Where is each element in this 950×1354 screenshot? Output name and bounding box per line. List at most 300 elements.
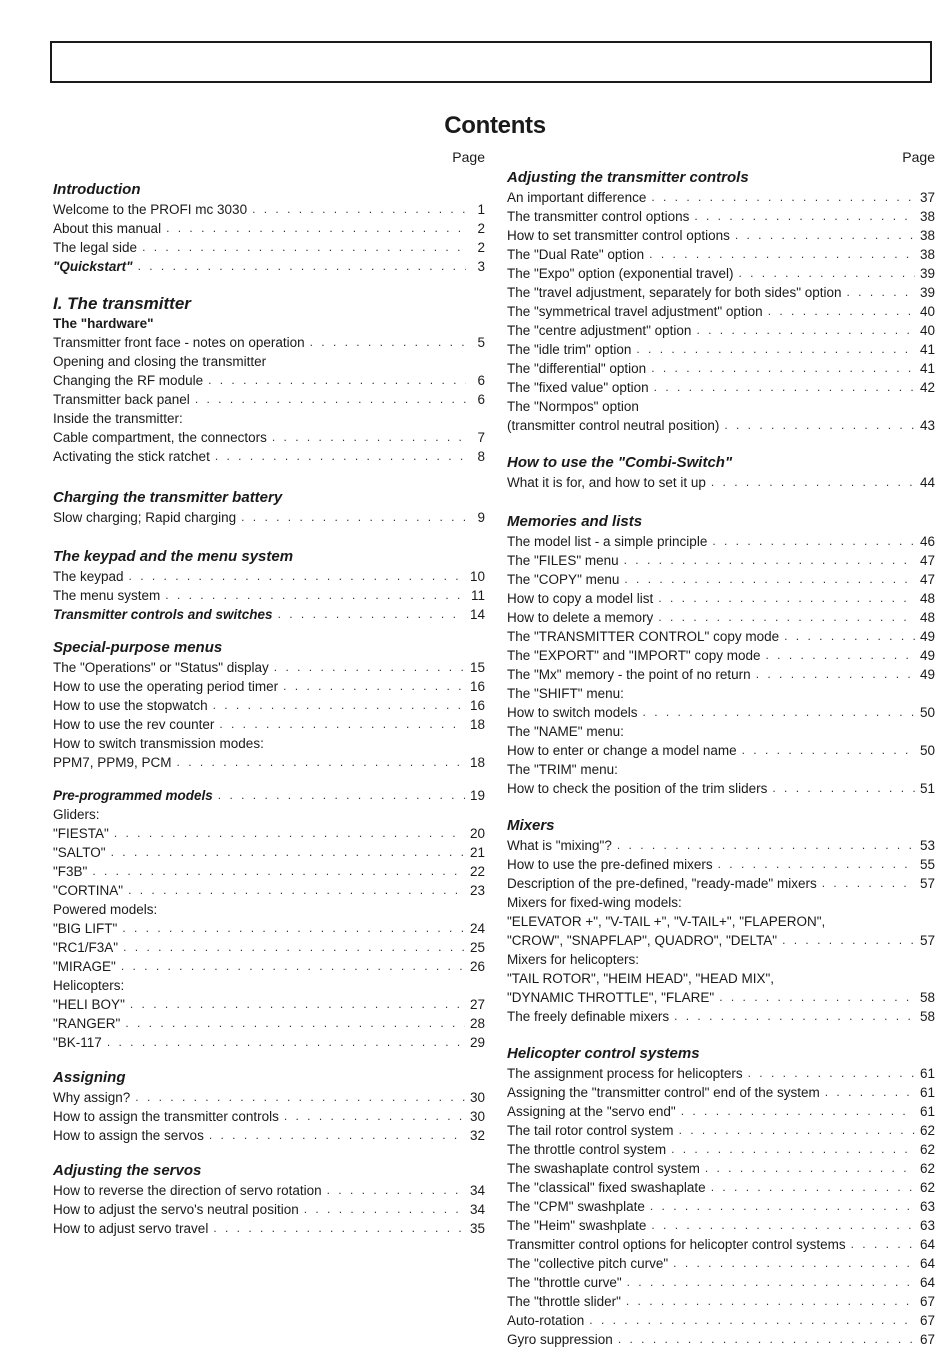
toc-page-number: 49 (919, 629, 935, 644)
right-column (507, 146, 935, 1349)
section-title: Assigning (53, 1069, 126, 1086)
toc-entry (507, 1311, 935, 1330)
toc-entry-title: The legal side (53, 240, 138, 255)
toc-entry-title: Inside the transmitter: (53, 411, 183, 426)
toc-entry-title: Mixers for fixed-wing models: (507, 895, 682, 910)
toc-entry (53, 508, 485, 527)
toc-entry (507, 1102, 935, 1121)
toc-entry (53, 1107, 485, 1126)
dot-leader (241, 508, 466, 527)
toc-entry (507, 378, 935, 397)
toc-entry (507, 570, 935, 589)
toc-page-number: 47 (919, 572, 935, 587)
toc-entry (53, 1181, 485, 1200)
dot-leader (624, 570, 915, 589)
toc-entry (53, 1088, 485, 1107)
toc-page-number: 18 (469, 717, 485, 732)
toc-entry-title: "CROW", "SNAPFLAP", QUADRO", "DELTA" (507, 933, 778, 948)
toc-entry (507, 532, 935, 551)
toc-entry-title: The "classical" fixed swashaplate (507, 1180, 706, 1195)
toc-entry-title: The freely definable mixers (507, 1009, 670, 1024)
toc-entry (53, 938, 485, 957)
toc-page-number: 62 (919, 1142, 935, 1157)
toc-page-number: 62 (919, 1123, 935, 1138)
dot-leader (748, 1064, 915, 1083)
toc-entry-title: "TAIL ROTOR", "HEIM HEAD", "HEAD MIX", (507, 971, 775, 986)
toc-entry (53, 919, 485, 938)
toc-page-number: 21 (469, 845, 485, 860)
toc-entry (507, 779, 935, 798)
toc-entry (53, 1033, 485, 1052)
toc-entry-title: The "collective pitch curve" (507, 1256, 669, 1271)
toc-page-number: 27 (469, 997, 485, 1012)
toc-page-number: 64 (919, 1275, 935, 1290)
toc-entry-title: How to enter or change a model name (507, 743, 737, 758)
toc-entry-title: How to use the stopwatch (53, 698, 208, 713)
toc-page-number: 55 (919, 857, 935, 872)
toc-entry (507, 589, 935, 608)
toc-entry (53, 605, 485, 624)
toc-page-number: 9 (477, 510, 485, 525)
section-title: Introduction (53, 181, 141, 198)
toc-page-number: 57 (919, 876, 935, 891)
toc-entry (507, 836, 935, 855)
dot-leader (847, 283, 915, 302)
toc-entry-title: Opening and closing the transmitter (53, 354, 267, 369)
toc-page-number: 18 (469, 755, 485, 770)
toc-entry (507, 1064, 935, 1083)
toc-entry (507, 1254, 935, 1273)
toc-entry-title: Why assign? (53, 1090, 131, 1105)
dot-leader (213, 696, 465, 715)
left-column (53, 146, 485, 1238)
toc-entry (507, 1273, 935, 1292)
toc-page-number: 8 (477, 449, 485, 464)
toc-entry (507, 931, 935, 950)
toc-page-number: 24 (469, 921, 485, 936)
toc-entry-title: The "idle trim" option (507, 342, 632, 357)
toc-entry-title: How to assign the transmitter controls (53, 1109, 279, 1124)
toc-entry (53, 786, 485, 805)
toc-page-number: 16 (469, 698, 485, 713)
toc-entry-title: "ELEVATOR +", "V-TAIL +", "V-TAIL+", "FLAPERON", (507, 914, 826, 929)
toc-entry (507, 665, 935, 684)
dot-leader (213, 1219, 465, 1238)
toc-page-number: 23 (469, 883, 485, 898)
toc-entry-title: Cable compartment, the connectors (53, 430, 267, 445)
toc-page-number: 58 (919, 1009, 935, 1024)
toc-entry (53, 753, 485, 772)
dot-leader (718, 855, 915, 874)
toc-entry (507, 188, 935, 207)
dot-leader (209, 1126, 465, 1145)
toc-page-number: 61 (919, 1104, 935, 1119)
toc-entry-title: The "Operations" or "Status" display (53, 660, 269, 675)
dot-leader (782, 931, 915, 950)
toc-entry (507, 741, 935, 760)
toc-entry-title: How to copy a model list (507, 591, 654, 606)
toc-entry (507, 1197, 935, 1216)
toc-entry-title: "BK-117 (53, 1035, 102, 1050)
toc-entry (507, 760, 935, 779)
toc-page-number: 58 (919, 990, 935, 1005)
dot-leader (177, 753, 465, 772)
toc-page-number: 3 (477, 259, 485, 274)
toc-entry-title: How to check the position of the trim sliders (507, 781, 768, 796)
toc-page-number: 40 (919, 304, 935, 319)
dot-leader (283, 677, 465, 696)
toc-page-number: 63 (919, 1218, 935, 1233)
toc-entry-title: An important difference (507, 190, 647, 205)
toc-page-number: 47 (919, 553, 935, 568)
toc-entry-title: The "COPY" menu (507, 572, 620, 587)
dot-leader (738, 264, 915, 283)
toc-entry (507, 874, 935, 893)
toc-page-number: 57 (919, 933, 935, 948)
dot-leader (128, 881, 465, 900)
toc-section (53, 1161, 485, 1238)
dot-leader (696, 321, 915, 340)
dot-leader (166, 219, 466, 238)
toc-entry (53, 957, 485, 976)
toc-entry-title: The "throttle curve" (507, 1275, 622, 1290)
page-column-label: Page (452, 149, 485, 165)
toc-entry-title: How to set transmitter control options (507, 228, 730, 243)
section-title: Special-purpose menus (53, 639, 223, 656)
toc-entry (507, 646, 935, 665)
toc-entry-title: Assigning at the "servo end" (507, 1104, 676, 1119)
toc-entry-title: The "TRANSMITTER CONTROL" copy mode (507, 629, 780, 644)
toc-entry-title: "CORTINA" (53, 883, 124, 898)
toc-entry (507, 1159, 935, 1178)
toc-entry-title: How to use the pre-defined mixers (507, 857, 713, 872)
toc-page-number: 49 (919, 648, 935, 663)
toc-entry-title: How to adjust servo travel (53, 1221, 209, 1236)
toc-entry-title: The swashaplate control system (507, 1161, 700, 1176)
toc-entry-title: The "TRIM" menu: (507, 762, 618, 777)
toc-page-number: 6 (477, 373, 485, 388)
toc-page-number: 34 (469, 1183, 485, 1198)
toc-page-number: 64 (919, 1237, 935, 1252)
toc-entry (507, 302, 935, 321)
toc-entry-title: How to reverse the direction of servo rotation (53, 1183, 322, 1198)
dot-leader (674, 1007, 915, 1026)
toc-entry (507, 988, 935, 1007)
toc-entry-title: PPM7, PPM9, PCM (53, 755, 172, 770)
toc-entry-title: The "EXPORT" and "IMPORT" copy mode (507, 648, 761, 663)
toc-entry (53, 715, 485, 734)
dot-leader (784, 627, 915, 646)
dot-leader (122, 919, 465, 938)
dot-leader (123, 938, 465, 957)
toc-section (53, 786, 485, 1052)
toc-entry (53, 1126, 485, 1145)
toc-entry-title: The "Dual Rate" option (507, 247, 645, 262)
dot-leader (165, 586, 466, 605)
dot-leader (274, 658, 465, 677)
dot-leader (673, 1254, 915, 1273)
section-title: How to use the "Combi-Switch" (507, 454, 733, 471)
toc-entry-title: Pre-programmed models (53, 788, 213, 803)
toc-page-number: 62 (919, 1161, 935, 1176)
toc-page-number: 11 (470, 588, 485, 603)
toc-page-number: 43 (919, 418, 935, 433)
right-sections (507, 168, 935, 1349)
toc-entry-title: Transmitter control options for helicopter control systems (507, 1237, 846, 1252)
toc-page-number: 67 (919, 1332, 935, 1347)
dot-leader (114, 824, 465, 843)
toc-entry (53, 352, 485, 371)
dot-leader (772, 779, 915, 798)
dot-leader (679, 1121, 915, 1140)
toc-page-number: 16 (469, 679, 485, 694)
toc-entry-title: The "Mx" memory - the point of no return (507, 667, 751, 682)
toc-page-number: 49 (919, 667, 935, 682)
toc-section (53, 180, 485, 276)
toc-page-number: 30 (469, 1090, 485, 1105)
toc-entry-title: How to use the rev counter (53, 717, 215, 732)
dot-leader (681, 1102, 915, 1121)
dot-leader (218, 786, 465, 805)
toc-entry (507, 1178, 935, 1197)
toc-entry-title: The transmitter control options (507, 209, 690, 224)
toc-entry (507, 627, 935, 646)
toc-entry (53, 586, 485, 605)
dot-leader (310, 333, 466, 352)
toc-entry (53, 696, 485, 715)
toc-entry (53, 900, 485, 919)
toc-entry-title: The "throttle slider" (507, 1294, 621, 1309)
toc-entry (507, 1140, 935, 1159)
toc-page-number: 37 (919, 190, 935, 205)
toc-entry-title: "SALTO" (53, 845, 106, 860)
dot-leader (107, 1033, 465, 1052)
toc-entry-title: What is "mixing"? (507, 838, 612, 853)
dot-leader (658, 608, 915, 627)
toc-entry (53, 409, 485, 428)
toc-entry-title: The model list - a simple principle (507, 534, 708, 549)
dot-leader (618, 1330, 915, 1349)
toc-entry (507, 551, 935, 570)
toc-page-number: 19 (469, 788, 485, 803)
toc-entry-title: The "differential" option (507, 361, 647, 376)
toc-entry (507, 283, 935, 302)
dot-leader (671, 1140, 915, 1159)
toc-page-number: 39 (919, 285, 935, 300)
toc-entry-title: How to use the operating period timer (53, 679, 279, 694)
toc-entry-title: "MIRAGE" (53, 959, 116, 974)
toc-entry-title: The keypad (53, 569, 124, 584)
toc-entry (507, 969, 935, 988)
toc-page-number: 1 (477, 202, 485, 217)
dot-leader (92, 862, 465, 881)
toc-entry-title: Welcome to the PROFI mc 3030 (53, 202, 248, 217)
dot-leader (627, 1273, 915, 1292)
toc-entry (53, 238, 485, 257)
toc-entry (53, 333, 485, 352)
toc-page-number: 41 (919, 342, 935, 357)
dot-leader (712, 532, 915, 551)
section-title: Adjusting the transmitter controls (507, 169, 749, 186)
toc-entry-title: Powered models: (53, 902, 158, 917)
toc-entry (53, 677, 485, 696)
toc-entry-title: How to adjust the servo's neutral position (53, 1202, 299, 1217)
toc-page-number: 61 (919, 1066, 935, 1081)
toc-entry (53, 390, 485, 409)
toc-entry-title: The "NAME" menu: (507, 724, 624, 739)
toc-page-number: 5 (477, 335, 485, 350)
toc-entry (507, 359, 935, 378)
dot-leader (711, 1178, 915, 1197)
toc-entry-title: Transmitter front face - notes on operation (53, 335, 305, 350)
toc-entry-title: About this manual (53, 221, 162, 236)
toc-entry (53, 428, 485, 447)
dot-leader (719, 988, 915, 1007)
toc-page-number: 67 (919, 1313, 935, 1328)
toc-entry (507, 1330, 935, 1349)
toc-page-number: 62 (919, 1180, 935, 1195)
toc-page-number: 15 (469, 660, 485, 675)
toc-section (53, 547, 485, 624)
dot-leader (724, 416, 915, 435)
toc-entry-title: The "SHIFT" menu: (507, 686, 624, 701)
toc-section (507, 168, 935, 435)
dot-leader (626, 1292, 915, 1311)
toc-section (507, 1044, 935, 1349)
toc-page-number: 38 (919, 209, 935, 224)
toc-section (53, 638, 485, 772)
toc-section (53, 294, 485, 466)
dot-leader (705, 1159, 915, 1178)
toc-entry-title: "RC1/F3A" (53, 940, 119, 955)
dot-leader (658, 589, 915, 608)
toc-entry-title: Assigning the "transmitter control" end of the system (507, 1085, 820, 1100)
toc-section (507, 453, 935, 492)
toc-entry (507, 1216, 935, 1235)
toc-entry-title: "Quickstart" (53, 259, 133, 274)
dot-leader (195, 390, 466, 409)
toc-entry-title: "FIESTA" (53, 826, 109, 841)
dot-leader (768, 302, 915, 321)
toc-entry (507, 684, 935, 703)
toc-entry-title: How to switch transmission modes: (53, 736, 264, 751)
toc-page-number: 6 (477, 392, 485, 407)
toc-entry (53, 734, 485, 753)
dot-leader (617, 836, 915, 855)
toc-page-number: 30 (469, 1109, 485, 1124)
toc-entry (507, 1121, 935, 1140)
toc-entry (507, 416, 935, 435)
toc-entry-title: The "centre adjustment" option (507, 323, 692, 338)
toc-page-number: 46 (919, 534, 935, 549)
toc-entry (53, 843, 485, 862)
toc-entry-title: (transmitter control neutral position) (507, 418, 720, 433)
toc-entry (53, 1014, 485, 1033)
header-box (50, 41, 932, 83)
toc-entry (53, 658, 485, 677)
toc-page-number: 20 (469, 826, 485, 841)
toc-entry (507, 722, 935, 741)
toc-entry-title: The "FILES" menu (507, 553, 619, 568)
toc-entry (507, 608, 935, 627)
toc-entry-title: "DYNAMIC THROTTLE", "FLARE" (507, 990, 715, 1005)
toc-entry (53, 200, 485, 219)
toc-entry-title: Gyro suppression (507, 1332, 613, 1347)
dot-leader (589, 1311, 915, 1330)
toc-entry (53, 805, 485, 824)
toc-entry-title: The "fixed value" option (507, 380, 649, 395)
toc-page-number: 38 (919, 228, 935, 243)
toc-entry (53, 447, 485, 466)
toc-entry (53, 1219, 485, 1238)
toc-page-number: 53 (919, 838, 935, 853)
toc-section (53, 1068, 485, 1145)
toc-entry (507, 950, 935, 969)
toc-page-number: 67 (919, 1294, 935, 1309)
dot-leader (756, 665, 915, 684)
toc-entry-title: "RANGER" (53, 1016, 121, 1031)
toc-page-number: 61 (919, 1085, 935, 1100)
toc-page-number: 41 (919, 361, 935, 376)
toc-entry (53, 257, 485, 276)
dot-leader (643, 703, 915, 722)
toc-entry (507, 397, 935, 416)
dot-leader (304, 1200, 465, 1219)
toc-entry (507, 912, 935, 931)
toc-entry-title: How to assign the servos (53, 1128, 204, 1143)
section-title: Memories and lists (507, 513, 643, 530)
dot-leader (825, 1083, 915, 1102)
toc-entry-title: Transmitter controls and switches (53, 607, 273, 622)
toc-page-number: 39 (919, 266, 935, 281)
toc-entry (53, 976, 485, 995)
toc-entry (53, 881, 485, 900)
toc-page-number: 34 (469, 1202, 485, 1217)
toc-entry-title: Gliders: (53, 807, 100, 822)
toc-page-number: 14 (469, 607, 485, 622)
toc-page-number: 25 (469, 940, 485, 955)
section-title: Helicopter control systems (507, 1045, 700, 1062)
toc-page-number: 10 (469, 569, 485, 584)
dot-leader (142, 238, 466, 257)
dot-leader (735, 226, 915, 245)
toc-page-number: 48 (919, 610, 935, 625)
toc-entry-title: How to delete a memory (507, 610, 654, 625)
toc-page-number: 35 (469, 1221, 485, 1236)
toc-section (507, 512, 935, 798)
toc-page-number: 26 (469, 959, 485, 974)
toc-entry (53, 995, 485, 1014)
toc-entry (507, 703, 935, 722)
toc-entry-title: The "CPM" swashplate (507, 1199, 645, 1214)
toc-entry (53, 567, 485, 586)
dot-leader (742, 741, 915, 760)
toc-entry (507, 1007, 935, 1026)
dot-leader (694, 207, 915, 226)
toc-entry-title: "F3B" (53, 864, 88, 879)
toc-entry (507, 855, 935, 874)
toc-entry-title: Activating the stick ratchet (53, 449, 210, 464)
dot-leader (650, 1197, 915, 1216)
toc-entry-title: Changing the RF module (53, 373, 204, 388)
page-column-label: Page (902, 149, 935, 165)
dot-leader (219, 715, 465, 734)
dot-leader (284, 1107, 465, 1126)
toc-entry-title: The menu system (53, 588, 161, 603)
dot-leader (711, 473, 915, 492)
toc-page-number: 28 (469, 1016, 485, 1031)
toc-page-number: 50 (919, 743, 935, 758)
